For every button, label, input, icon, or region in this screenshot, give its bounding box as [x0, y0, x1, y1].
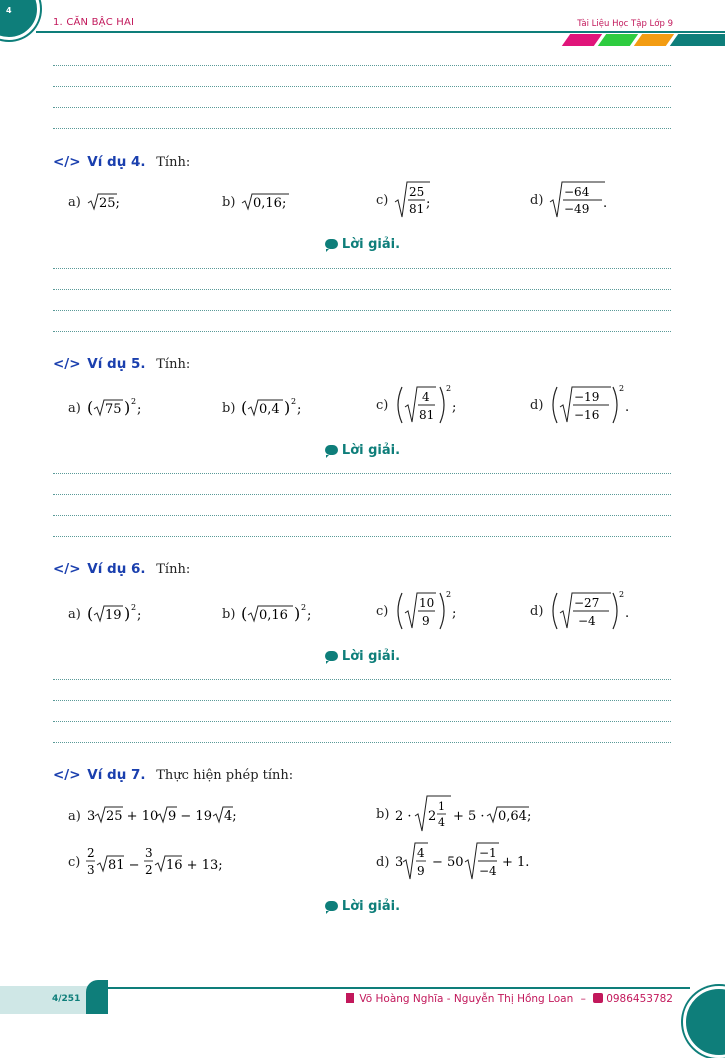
separator: – — [580, 993, 586, 1005]
example-heading — [53, 356, 190, 372]
svg-text:16 + 13;: 16 + 13; — [166, 858, 223, 873]
exercise-item — [530, 589, 645, 633]
svg-text:2: 2 — [130, 397, 136, 406]
svg-text:4: 4 — [438, 816, 446, 829]
item-label: b) — [222, 194, 236, 210]
math-expression — [394, 589, 474, 633]
svg-text:−16: −16 — [574, 408, 600, 422]
example-heading — [53, 154, 190, 170]
svg-text:81: 81 — [409, 202, 425, 216]
svg-text:2: 2 — [291, 397, 297, 406]
authors-text: Võ Hoàng Nghĩa - Nguyễn Thị Hồng Loan — [359, 993, 574, 1005]
book-title: Tài Liệu Học Tập Lớp 9 — [577, 19, 673, 29]
svg-text:.: . — [625, 606, 630, 621]
svg-text:−4: −4 — [578, 614, 597, 628]
exercise-item — [530, 383, 645, 427]
example-heading — [53, 561, 190, 577]
answer-line — [53, 289, 671, 290]
svg-text:−19: −19 — [574, 390, 600, 404]
svg-text:81 −: 81 − — [108, 858, 140, 873]
math-expression — [394, 383, 474, 427]
svg-text:9: 9 — [417, 864, 426, 878]
answer-line — [53, 700, 671, 701]
svg-text:− 50: − 50 — [432, 855, 464, 870]
page-number: 4 — [6, 6, 12, 15]
document-icon — [346, 993, 354, 1003]
item-label: b) — [222, 606, 236, 622]
example-title: Ví dụ 5. — [87, 356, 146, 372]
example-heading — [53, 767, 293, 783]
solution-label: Lời giải. — [341, 899, 401, 914]
phone-number: 0986453782 — [606, 993, 673, 1005]
example-task: Thực hiện phép tính: — [156, 768, 294, 783]
chapter-title: 1. CĂN BẬC HAI — [53, 17, 135, 28]
answer-line — [53, 536, 671, 537]
svg-text:(: ( — [86, 604, 94, 623]
header-stripe — [598, 34, 638, 46]
answer-line — [53, 65, 671, 66]
footer-band — [0, 986, 98, 1014]
math-expression — [241, 192, 301, 212]
answer-line — [53, 473, 671, 474]
math-expression — [241, 602, 327, 626]
svg-text:0,16: 0,16 — [259, 608, 289, 623]
svg-text:;: ; — [426, 196, 431, 211]
svg-text:(: ( — [241, 398, 248, 417]
solution-heading — [0, 899, 725, 914]
header-rule — [36, 31, 725, 33]
svg-text:−1: −1 — [479, 846, 498, 860]
svg-text:): ) — [294, 604, 301, 623]
footer-circle — [683, 986, 725, 1058]
svg-text:): ) — [123, 398, 131, 417]
exercise-item — [68, 192, 133, 212]
svg-text:3: 3 — [145, 846, 153, 860]
svg-text:2: 2 — [87, 846, 95, 860]
svg-text:+ 1.: + 1. — [502, 855, 530, 870]
svg-text:;: ; — [307, 608, 312, 623]
math-expression — [87, 396, 157, 420]
example-title: Ví dụ 6. — [87, 561, 146, 577]
exercise-item — [222, 602, 327, 626]
answer-line — [53, 331, 671, 332]
footer-page-count: 4/251 — [52, 994, 81, 1004]
svg-text:9 − 19: 9 − 19 — [167, 809, 212, 824]
svg-text:.: . — [603, 196, 608, 211]
math-expression — [87, 805, 257, 827]
item-label: c) — [376, 397, 389, 413]
svg-text:;: ; — [136, 402, 142, 417]
answer-line — [53, 515, 671, 516]
exercise-item — [376, 794, 535, 834]
solution-label: Lời giải. — [341, 443, 401, 458]
exercise-item — [376, 180, 440, 220]
exercise-item — [222, 192, 301, 212]
svg-text:4;: 4; — [223, 809, 237, 824]
svg-text:25 + 10: 25 + 10 — [105, 809, 159, 824]
answer-line — [53, 742, 671, 743]
math-expression — [549, 180, 611, 220]
exercise-item — [530, 180, 611, 220]
item-label: a) — [68, 400, 81, 416]
item-label: c) — [376, 603, 389, 619]
svg-text:): ) — [284, 398, 291, 417]
answer-line — [53, 679, 671, 680]
solution-heading — [0, 649, 725, 664]
math-expression — [394, 180, 440, 220]
math-expression — [87, 192, 133, 212]
math-expression — [87, 602, 157, 626]
example-title: Ví dụ 7. — [87, 767, 146, 783]
math-expression — [549, 383, 645, 427]
svg-text:3: 3 — [87, 863, 95, 877]
solution-heading — [0, 237, 725, 252]
solution-label: Lời giải. — [341, 649, 401, 664]
diamond-arrows-icon: </> — [53, 356, 81, 372]
exercise-item — [376, 840, 555, 884]
diamond-arrows-icon: </> — [53, 767, 81, 783]
svg-text:2: 2 — [619, 590, 625, 599]
exercise-item — [376, 589, 474, 633]
example-task: Tính: — [156, 562, 191, 577]
svg-text:3: 3 — [86, 809, 96, 824]
item-label: d) — [530, 192, 544, 208]
svg-text:81: 81 — [419, 408, 435, 422]
svg-text:0,4: 0,4 — [259, 402, 281, 417]
svg-text:2: 2 — [446, 384, 452, 393]
svg-text:−27: −27 — [574, 596, 600, 610]
answer-line — [53, 721, 671, 722]
item-label: b) — [376, 806, 390, 822]
svg-text:(: ( — [86, 398, 94, 417]
math-expression — [395, 840, 555, 884]
svg-text:10: 10 — [419, 596, 435, 610]
svg-text:−64: −64 — [564, 185, 590, 199]
svg-text:3: 3 — [395, 855, 404, 870]
svg-text:1: 1 — [438, 800, 446, 813]
footer-authors — [346, 993, 673, 1005]
svg-text:0,16;: 0,16; — [253, 196, 287, 211]
speech-bubble-icon — [325, 651, 338, 661]
example-task: Tính: — [156, 357, 191, 372]
item-label: d) — [530, 397, 544, 413]
header-stripe — [670, 34, 725, 46]
example-title: Ví dụ 4. — [87, 154, 146, 170]
exercise-item — [68, 396, 157, 420]
svg-text:4: 4 — [422, 390, 430, 404]
svg-text:;: ; — [452, 606, 457, 621]
solution-heading — [0, 443, 725, 458]
svg-text:.: . — [625, 400, 630, 415]
svg-text:25;: 25; — [98, 196, 120, 211]
svg-text:4: 4 — [417, 846, 426, 860]
exercise-item — [68, 842, 246, 882]
svg-text:2 ·: 2 · — [395, 809, 412, 824]
math-expression — [86, 842, 246, 882]
math-expression — [241, 396, 317, 420]
svg-text:75: 75 — [104, 402, 122, 417]
footer-rule — [98, 987, 690, 989]
svg-text:−49: −49 — [564, 202, 590, 216]
svg-text:25: 25 — [409, 185, 425, 199]
svg-text:;: ; — [136, 608, 142, 623]
answer-line — [53, 86, 671, 87]
footer-tab — [86, 980, 108, 1014]
speech-bubble-icon — [325, 239, 338, 249]
svg-text:2: 2 — [428, 809, 437, 824]
math-expression — [395, 794, 535, 834]
svg-text:2: 2 — [130, 603, 136, 612]
exercise-item — [68, 602, 157, 626]
svg-text:2: 2 — [446, 590, 452, 599]
example-task: Tính: — [156, 155, 191, 170]
diamond-arrows-icon: </> — [53, 561, 81, 577]
svg-text:0,64;: 0,64; — [498, 809, 532, 824]
speech-bubble-icon — [325, 901, 338, 911]
exercise-item — [222, 396, 317, 420]
item-label: a) — [68, 194, 81, 210]
answer-line — [53, 310, 671, 311]
svg-text:2: 2 — [619, 384, 625, 393]
speech-bubble-icon — [325, 445, 338, 455]
svg-text:;: ; — [297, 402, 302, 417]
item-label: a) — [68, 808, 81, 824]
item-label: a) — [68, 606, 81, 622]
svg-text:2: 2 — [301, 603, 307, 612]
math-expression — [549, 589, 645, 633]
svg-text:−4: −4 — [479, 864, 498, 878]
svg-text:+ 5 ·: + 5 · — [453, 809, 485, 824]
phone-icon — [593, 993, 603, 1003]
svg-text:): ) — [123, 604, 131, 623]
item-label: c) — [68, 854, 81, 870]
diamond-arrows-icon: </> — [53, 154, 81, 170]
svg-text:;: ; — [452, 400, 457, 415]
answer-line — [53, 494, 671, 495]
item-label: d) — [530, 603, 544, 619]
item-label: d) — [376, 854, 390, 870]
item-label: c) — [376, 192, 389, 208]
answer-line — [53, 107, 671, 108]
svg-text:9: 9 — [422, 614, 430, 628]
header-stripe — [562, 34, 602, 46]
svg-text:(: ( — [241, 604, 248, 623]
answer-line — [53, 268, 671, 269]
svg-text:19: 19 — [104, 608, 122, 623]
answer-line — [53, 128, 671, 129]
header-stripe — [634, 34, 674, 46]
exercise-item — [68, 805, 257, 827]
svg-text:2: 2 — [145, 863, 153, 877]
exercise-item — [376, 383, 474, 427]
item-label: b) — [222, 400, 236, 416]
solution-label: Lời giải. — [341, 237, 401, 252]
